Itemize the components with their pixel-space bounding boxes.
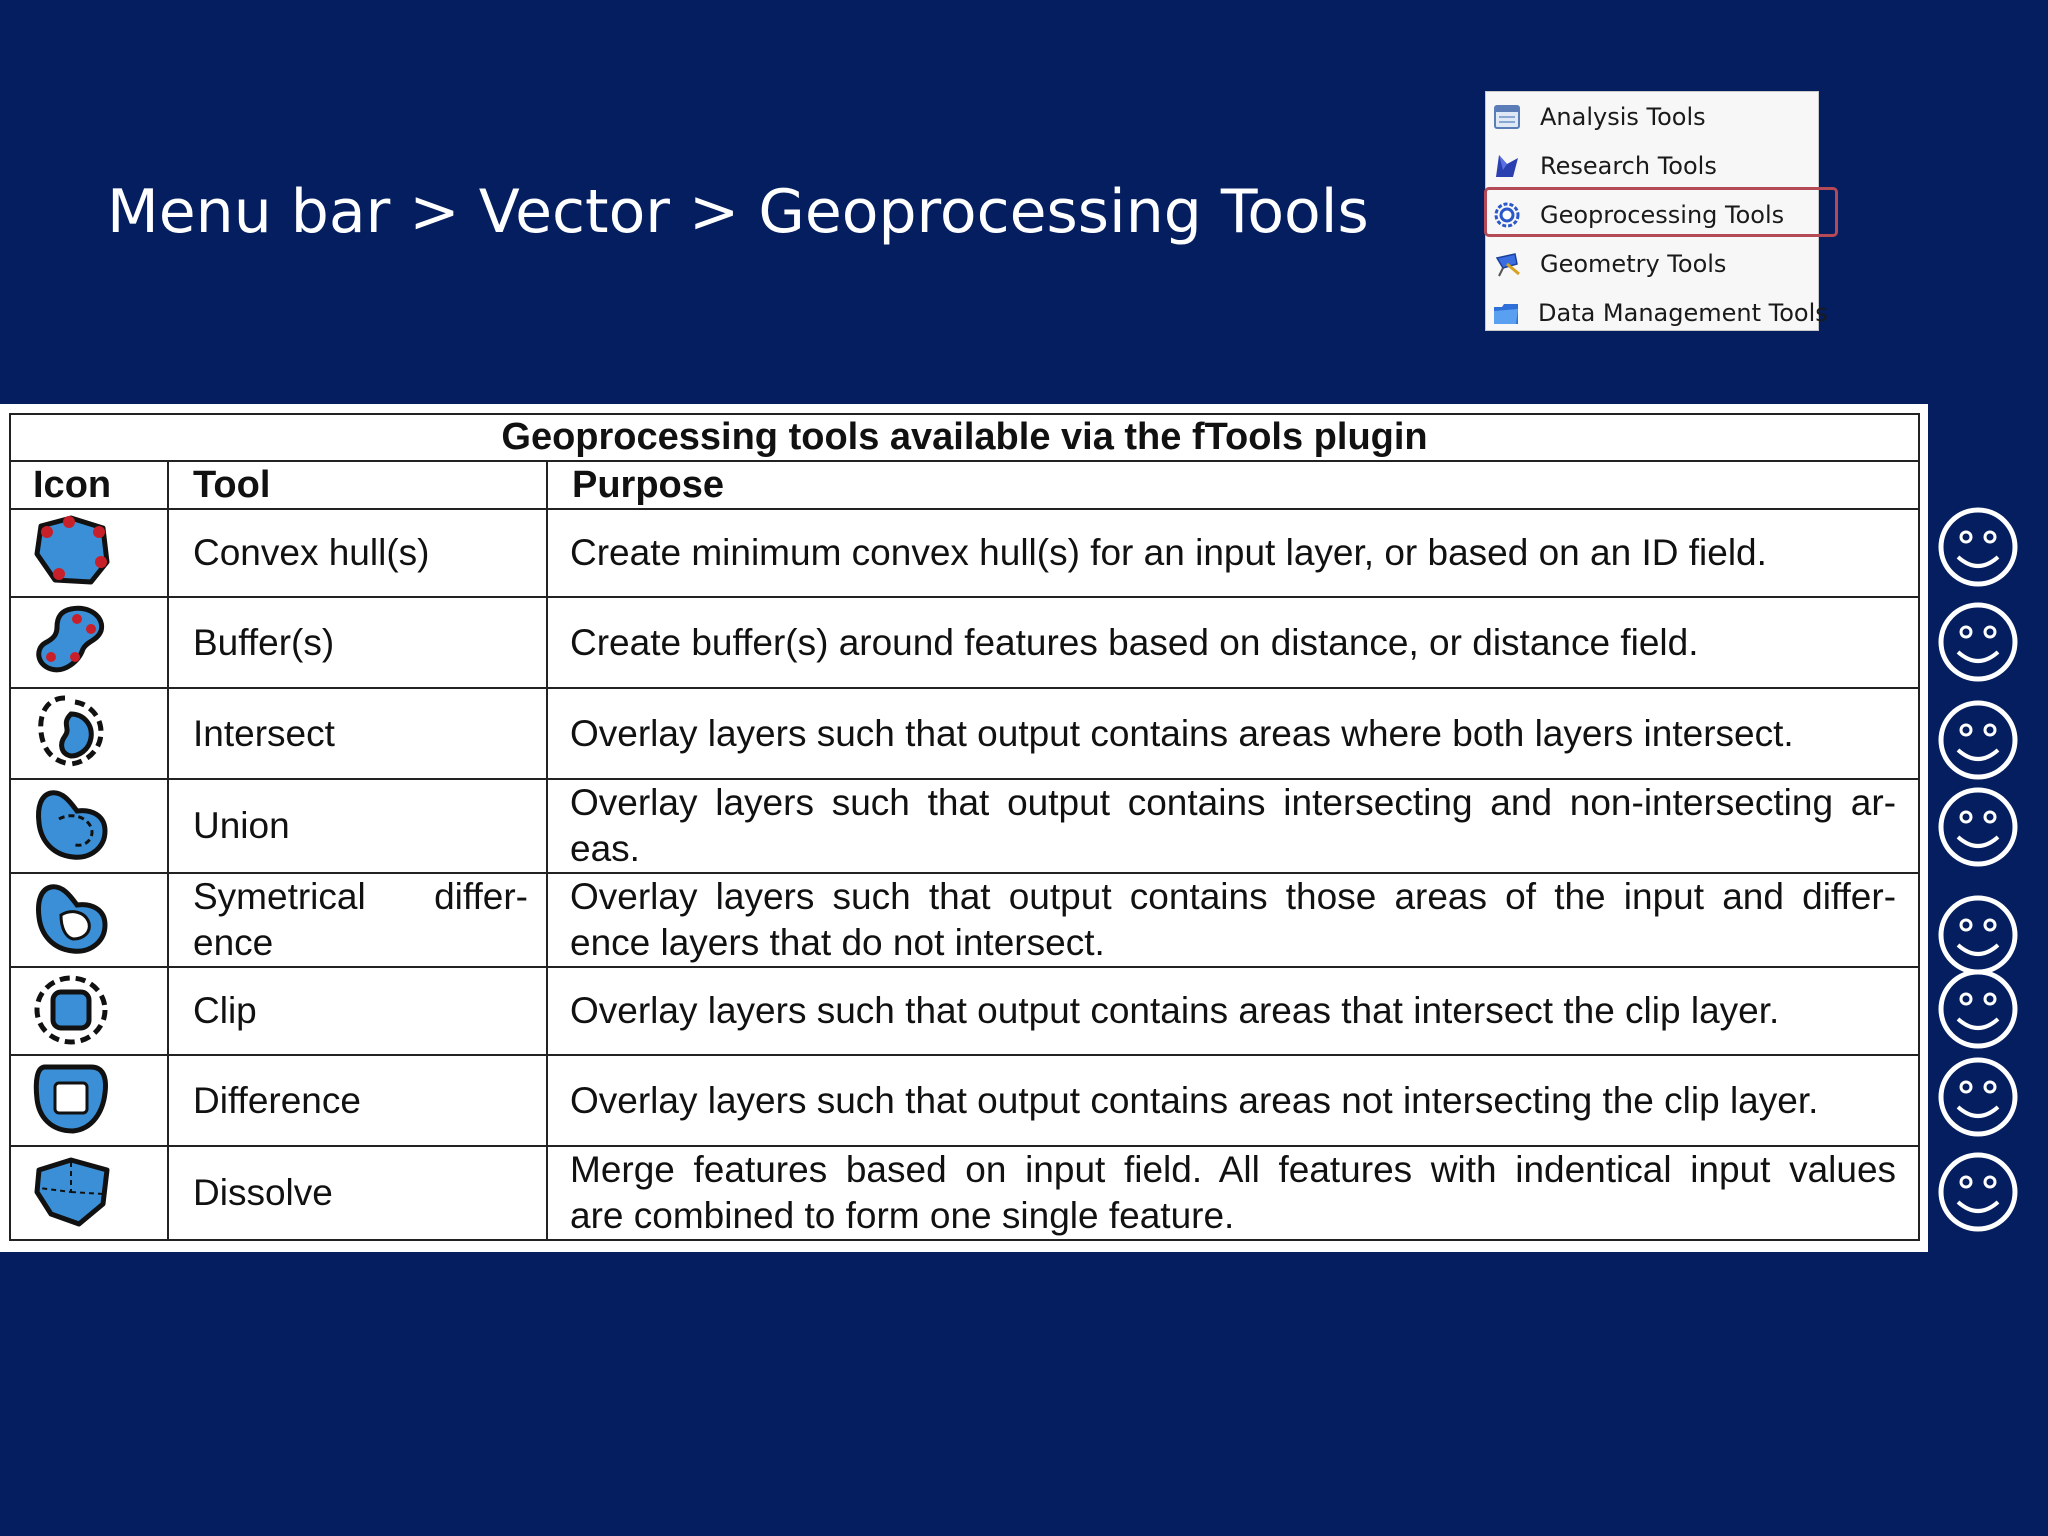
- union-icon: [31, 850, 113, 867]
- intersect-icon: [31, 757, 113, 774]
- menu-item-label: Geometry Tools: [1540, 249, 1727, 278]
- menu-item-label: Data Management Tools: [1538, 298, 1828, 327]
- geoprocessing-tools-table: [9, 413, 1920, 1241]
- smiley-face-icon: [1936, 785, 2020, 869]
- smiley-face-icon: [1936, 967, 2020, 1051]
- tool-name: Intersect: [168, 688, 547, 779]
- table-row: [10, 1146, 1919, 1240]
- menu-item-label: Analysis Tools: [1540, 102, 1706, 131]
- tool-purpose: Overlay layers such that output contains areas not intersecting the clip layer.: [547, 1055, 1919, 1146]
- menu-item-research-tools[interactable]: [1486, 141, 1820, 190]
- tool-purpose-line: Merge features based on input field. All features with indentical input values: [570, 1149, 1897, 1190]
- analysis-tools-icon: [1492, 102, 1522, 132]
- column-header-icon: Icon: [10, 461, 168, 509]
- table-row: [10, 779, 1919, 873]
- tool-purpose-line: eas.: [570, 828, 640, 869]
- table-row: [10, 873, 1919, 967]
- symmetrical-difference-icon: [31, 944, 113, 961]
- table-row: [10, 1055, 1919, 1146]
- clip-icon: [31, 1035, 113, 1052]
- buffer-icon: [31, 666, 113, 683]
- tool-purpose-line: are combined to form one single feature.: [570, 1195, 1235, 1236]
- menu-item-data-management-tools[interactable]: [1486, 288, 1828, 337]
- difference-icon: [31, 1124, 113, 1141]
- geometry-tools-icon: [1492, 249, 1522, 279]
- menu-item-label: Research Tools: [1540, 151, 1717, 180]
- research-tools-icon: [1492, 151, 1522, 181]
- tools-table-panel: [0, 404, 1928, 1252]
- smiley-face-icon: [1936, 893, 2020, 977]
- table-row: [10, 597, 1919, 688]
- table-row: [10, 509, 1919, 597]
- smiley-face-icon: [1936, 1055, 2020, 1139]
- data-management-tools-icon: [1492, 298, 1520, 328]
- tool-purpose: Overlay layers such that output contains areas where both layers intersect.: [547, 688, 1919, 779]
- column-header-tool: Tool: [168, 461, 547, 509]
- convex-hull-icon: [31, 577, 113, 594]
- smiley-face-icon: [1936, 600, 2020, 684]
- menu-item-analysis-tools[interactable]: [1486, 92, 1820, 141]
- column-header-purpose: Purpose: [547, 461, 1919, 509]
- table-row: [10, 967, 1919, 1055]
- table-caption: Geoprocessing tools available via the fTools plugin: [10, 414, 1919, 461]
- smiley-face-icon: [1936, 1150, 2020, 1234]
- tool-purpose: Create buffer(s) around features based on distance, or distance field.: [547, 597, 1919, 688]
- tool-name: Convex hull(s): [168, 509, 547, 597]
- smiley-face-icon: [1936, 698, 2020, 782]
- table-row: [10, 688, 1919, 779]
- tool-name: Difference: [168, 1055, 547, 1146]
- dissolve-icon: [31, 1217, 113, 1234]
- tool-purpose-line: Overlay layers such that output contains intersecting and non-intersecting ar-: [570, 782, 1897, 823]
- vector-menu-screenshot: [1485, 91, 1828, 331]
- tool-name: Dissolve: [168, 1146, 547, 1240]
- slide-title: Menu bar > Vector > Geoprocessing Tools: [107, 177, 1369, 247]
- smiley-face-icon: [1936, 505, 2020, 589]
- tool-purpose-line: ence layers that do not intersect.: [570, 922, 1105, 963]
- tool-name: Union: [168, 779, 547, 873]
- tool-name-line: ence: [193, 922, 274, 963]
- tool-name-line: Symetrical differ-: [193, 876, 528, 917]
- tool-name: Buffer(s): [168, 597, 547, 688]
- menu-item-label: Geoprocessing Tools: [1540, 200, 1785, 229]
- menu-highlight-box: [1484, 187, 1838, 237]
- tool-purpose: Overlay layers such that output contains areas that intersect the clip layer.: [547, 967, 1919, 1055]
- tool-name: Clip: [168, 967, 547, 1055]
- menu-item-geometry-tools[interactable]: [1486, 239, 1820, 288]
- tool-purpose-line: Overlay layers such that output contains those areas of the input and differ-: [570, 876, 1897, 917]
- tool-purpose: Create minimum convex hull(s) for an input layer, or based on an ID field.: [547, 509, 1919, 597]
